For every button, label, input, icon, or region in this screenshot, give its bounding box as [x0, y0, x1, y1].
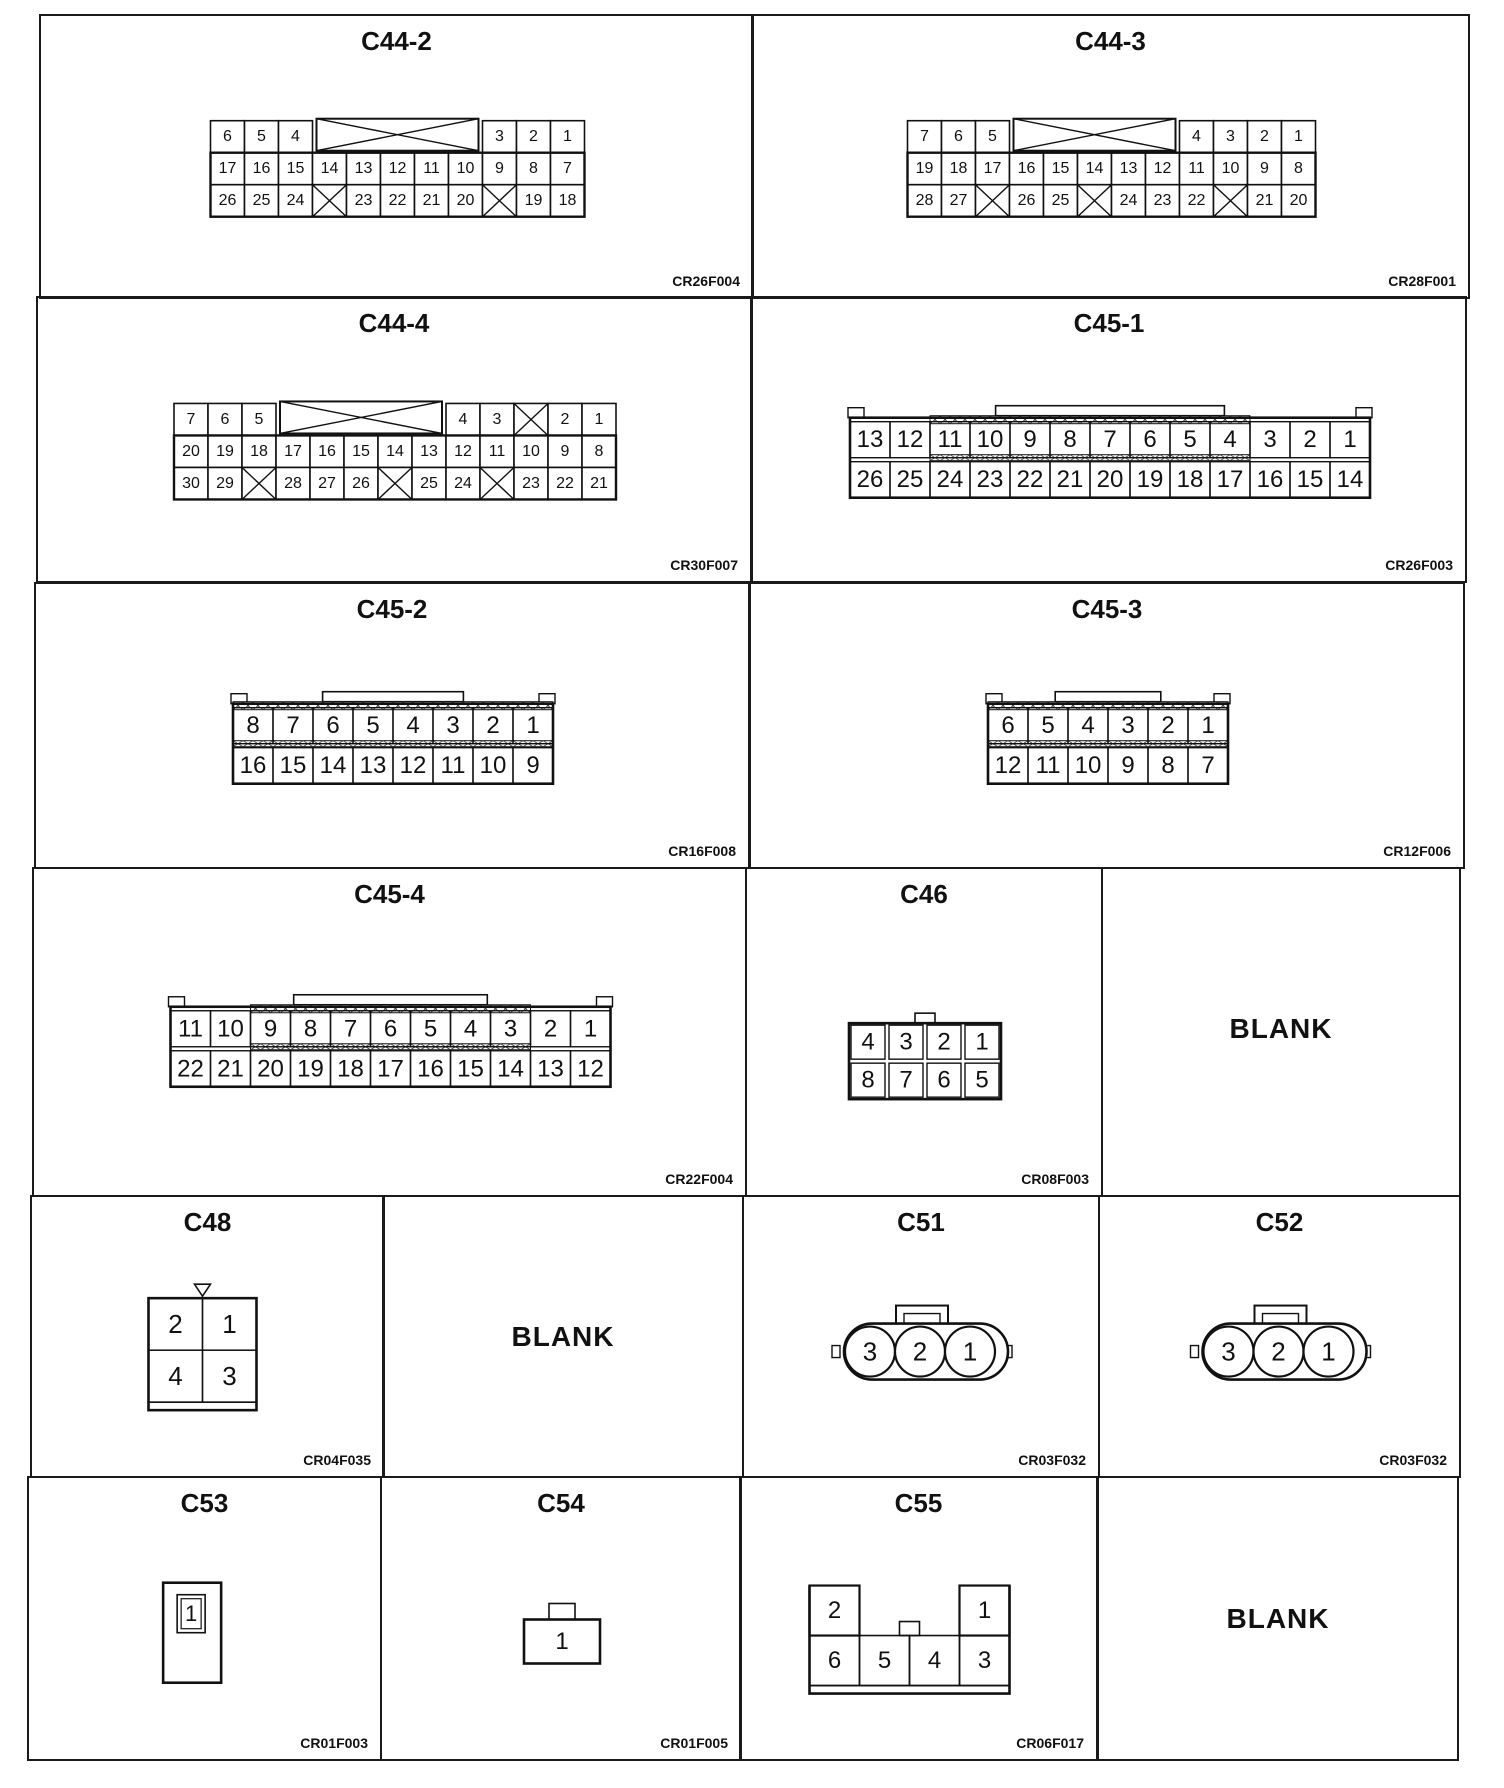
pin-number: 4 [861, 1028, 875, 1056]
pin-number: 10 [976, 426, 1004, 454]
pin-number: 10 [522, 442, 540, 460]
pin-number: 1 [1294, 128, 1303, 146]
pin-number: 14 [320, 160, 339, 178]
pin-number: 12 [1153, 160, 1172, 178]
connector-title: C44-3 [1075, 26, 1146, 56]
connector-face-view [753, 16, 1470, 299]
connector-title: C48 [183, 1207, 232, 1237]
pin-number: 8 [303, 1015, 318, 1043]
connector-title: C44-2 [361, 26, 432, 56]
pin-number: 20 [257, 1055, 284, 1083]
pin-number: 20 [1289, 192, 1308, 210]
connector-panel-c54 [380, 1476, 742, 1761]
pin-number: 18 [558, 192, 577, 210]
connector-face-view [38, 298, 752, 583]
pin-number: 10 [1074, 752, 1102, 780]
pin-number: 8 [246, 712, 260, 740]
pin-number: 3 [492, 410, 502, 428]
connector-face-view [34, 869, 747, 1197]
connector-face-view [744, 1197, 1100, 1478]
connector-face-view [753, 298, 1467, 583]
pin-number: 24 [286, 192, 305, 210]
pin-number: 14 [319, 752, 347, 780]
lock-tab [915, 1013, 935, 1023]
connector-panel-c45-1 [751, 296, 1467, 583]
connector-title: C44-4 [358, 308, 430, 338]
pin-number: 5 [877, 1647, 892, 1675]
pin-number: 21 [422, 192, 441, 210]
pin-number: 25 [252, 192, 271, 210]
pin-number: 6 [223, 128, 232, 146]
pin-number: 23 [354, 192, 373, 210]
pin-number: 22 [388, 192, 407, 210]
pin-number: 4 [1081, 712, 1095, 740]
blocked-cavity-icon [514, 403, 548, 435]
pin-number: 2 [543, 1015, 558, 1043]
connector-face-view [36, 584, 750, 869]
pin-number: 6 [326, 712, 340, 740]
pin-number: 3 [503, 1015, 518, 1043]
connector-face-view [29, 1478, 382, 1761]
guide-post [1356, 408, 1372, 418]
pin-number: 3 [1263, 426, 1277, 454]
pin-number: 6 [937, 1066, 951, 1094]
pin-number: 4 [458, 410, 468, 428]
figure-code: CR28F001 [1388, 273, 1456, 289]
pin-number: 19 [297, 1055, 324, 1083]
guide-post [848, 408, 864, 418]
pin-number: 22 [556, 474, 574, 492]
pin-number: 13 [856, 426, 884, 454]
pin-number: 7 [563, 160, 572, 178]
pin-number: 25 [420, 474, 438, 492]
guide-post [169, 997, 185, 1007]
pin-number: 6 [827, 1647, 842, 1675]
pin-number: 3 [446, 712, 460, 740]
pin-number: 3 [862, 1336, 878, 1367]
connector-panel-blank-2 [382, 1195, 744, 1478]
figure-code: CR08F003 [1021, 1171, 1089, 1187]
pin-number: 5 [366, 712, 380, 740]
blocked-cavity-icon [313, 185, 347, 217]
connector-face-view [747, 869, 1103, 1197]
connector-title: C51 [897, 1207, 945, 1237]
figure-code: CR04F035 [303, 1452, 371, 1468]
pin-number: 12 [896, 426, 924, 454]
pin-number: 17 [218, 160, 237, 178]
pin-number: 26 [352, 474, 370, 492]
pin-number: 2 [937, 1028, 951, 1056]
pin-number: 6 [954, 128, 963, 146]
blank-label: BLANK [511, 1321, 615, 1352]
pin-number: 5 [975, 1066, 989, 1094]
pin-number: 20 [456, 192, 475, 210]
connector-panel-c46 [745, 867, 1103, 1197]
pin-number: 26 [856, 466, 884, 494]
pin-number: 3 [1221, 1336, 1236, 1367]
pin-number: 12 [577, 1055, 604, 1083]
pin-number: 16 [417, 1055, 444, 1083]
figure-code: CR01F005 [660, 1735, 728, 1751]
key-marker-icon [194, 1284, 210, 1296]
pin-number: 5 [257, 128, 266, 146]
pin-number: 4 [927, 1647, 942, 1675]
pin-number: 7 [899, 1066, 913, 1094]
pin-number: 17 [1216, 466, 1244, 494]
connector-title: C45-1 [1073, 308, 1145, 338]
connector-panel-c51 [742, 1195, 1100, 1478]
blocked-cavity-icon [242, 467, 276, 499]
blocked-cavity-icon [483, 185, 517, 217]
pin-number: 9 [560, 442, 570, 460]
pin-number: 2 [1260, 128, 1269, 146]
pin-number: 3 [495, 128, 504, 146]
blocked-cavity-icon [1078, 185, 1112, 217]
pin-number: 7 [920, 128, 929, 146]
pin-number: 12 [399, 752, 427, 780]
pin-number: 7 [343, 1015, 358, 1043]
connector-title: C45-2 [356, 594, 428, 624]
pin-number: 4 [291, 128, 300, 146]
figure-code: CR12F006 [1383, 843, 1451, 859]
pin-number: 25 [896, 466, 924, 494]
figure-code: CR06F017 [1016, 1735, 1084, 1751]
lock-tab [294, 995, 488, 1005]
pin-number: 13 [359, 752, 387, 780]
pin-number: 3 [1226, 128, 1235, 146]
pin-number: 22 [1016, 466, 1044, 494]
pin-number: 15 [457, 1055, 484, 1083]
lock-tab [323, 692, 464, 702]
pin-number: 17 [983, 160, 1002, 178]
pin-number: 23 [976, 466, 1004, 494]
guide-post [597, 997, 613, 1007]
pin-number: 1 [1343, 426, 1357, 454]
pin-number: 9 [1023, 426, 1037, 454]
pin-number: 21 [1255, 192, 1274, 210]
connector-panel-c52 [1098, 1195, 1461, 1478]
pin-number: 17 [377, 1055, 404, 1083]
connector-face-view [1100, 1197, 1461, 1478]
connector-panel-c53 [27, 1476, 382, 1761]
pin-number: 16 [239, 752, 267, 780]
pin-number: 23 [522, 474, 540, 492]
connector-cover-icon [1014, 119, 1176, 151]
pin-number: 18 [1176, 466, 1204, 494]
pin-number: 2 [827, 1597, 842, 1625]
connector-panel-c45-2 [34, 582, 750, 869]
pin-number: 1 [977, 1597, 992, 1625]
connector-face-view [32, 1197, 385, 1478]
pin-number: 1 [1321, 1336, 1336, 1367]
figure-code: CR22F004 [665, 1171, 733, 1187]
connector-panel-c45-4 [32, 867, 747, 1197]
pin-number: 12 [994, 752, 1022, 780]
pin-number: 15 [279, 752, 307, 780]
pin-number: 4 [168, 1361, 183, 1392]
connector-face-view [741, 1478, 1098, 1761]
pin-number: 2 [529, 128, 538, 146]
blank-label: BLANK [1229, 1013, 1333, 1044]
connector-title: C46 [900, 879, 948, 909]
pin-number: 7 [1201, 752, 1215, 780]
connector-panel-c44-2 [39, 14, 754, 299]
blocked-cavity-icon [480, 467, 514, 499]
pin-number: 5 [1183, 426, 1197, 454]
pin-number: 8 [1161, 752, 1175, 780]
pin-number: 7 [1103, 426, 1117, 454]
connector-cover-icon [280, 401, 442, 433]
connector-face-view [41, 16, 754, 299]
pin-number: 10 [217, 1015, 244, 1043]
pin-number: 16 [318, 442, 336, 460]
connector-cover-icon [317, 119, 479, 151]
pin-number: 8 [1063, 426, 1077, 454]
pin-number: 15 [1051, 160, 1070, 178]
pin-number: 9 [1260, 160, 1269, 178]
pin-number: 5 [1041, 712, 1055, 740]
figure-code: CR30F007 [670, 557, 738, 573]
connector-panel-c48 [30, 1195, 385, 1478]
pin-number: 5 [423, 1015, 438, 1043]
pin-number: 11 [423, 160, 440, 178]
pin-number: 14 [1336, 466, 1364, 494]
connector-title: C45-4 [354, 879, 425, 909]
pin-number: 14 [386, 442, 404, 460]
pin-number: 1 [962, 1336, 978, 1367]
pin-number: 10 [1221, 160, 1240, 178]
pin-number: 5 [988, 128, 997, 146]
blocked-cavity-icon [1214, 185, 1248, 217]
pin-number: 13 [420, 442, 438, 460]
pin-number: 15 [1296, 466, 1324, 494]
connector-face-view [751, 584, 1465, 869]
pin-number: 9 [263, 1015, 278, 1043]
pin-number: 1 [222, 1309, 237, 1340]
pin-number: 11 [1035, 752, 1061, 780]
pin-number: 19 [216, 442, 234, 460]
pin-number: 2 [168, 1309, 183, 1340]
pin-number: 13 [354, 160, 373, 178]
pin-number: 1 [185, 1601, 198, 1627]
pin-number: 27 [318, 474, 336, 492]
pin-number: 10 [456, 160, 475, 178]
connector-face-view [382, 1478, 742, 1761]
pin-number: 3 [899, 1028, 913, 1056]
connector-panel-c55 [739, 1476, 1098, 1761]
figure-code: CR26F004 [672, 273, 740, 289]
pin-number: 10 [479, 752, 507, 780]
pin-number: 17 [284, 442, 302, 460]
pin-number: 24 [1119, 192, 1138, 210]
pin-number: 6 [383, 1015, 398, 1043]
pin-number: 4 [1192, 128, 1201, 146]
blank-label: BLANK [1226, 1603, 1330, 1634]
pin-number: 18 [250, 442, 268, 460]
connector-title: C45-3 [1071, 594, 1143, 624]
lock-tab [900, 1622, 920, 1636]
pin-number: 26 [1017, 192, 1036, 210]
connector-panel-blank-1 [1101, 867, 1461, 1197]
pin-number: 8 [1294, 160, 1303, 178]
figure-code: CR16F008 [668, 843, 736, 859]
pin-number: 12 [388, 160, 407, 178]
pin-number: 7 [286, 712, 300, 740]
pin-number: 11 [937, 426, 963, 454]
pin-number: 8 [861, 1066, 875, 1094]
pin-number: 18 [949, 160, 968, 178]
pin-number: 23 [1153, 192, 1172, 210]
pin-number: 11 [178, 1015, 203, 1043]
pin-number: 9 [526, 752, 540, 780]
pin-number: 21 [217, 1055, 244, 1083]
pin-number: 14 [497, 1055, 524, 1083]
pin-number: 19 [1136, 466, 1164, 494]
pin-number: 1 [555, 1628, 569, 1655]
pin-number: 30 [182, 474, 200, 492]
pin-number: 21 [590, 474, 608, 492]
pin-number: 11 [488, 442, 506, 460]
connector-panel-c44-4 [36, 296, 752, 583]
lock-tab [996, 406, 1225, 416]
pin-number: 5 [254, 410, 264, 428]
pin-number: 19 [524, 192, 543, 210]
pin-number: 15 [352, 442, 370, 460]
connector-panel-blank-3 [1097, 1476, 1459, 1761]
pin-number: 21 [1056, 466, 1084, 494]
pin-number: 1 [583, 1015, 598, 1043]
pin-number: 3 [1121, 712, 1135, 740]
connector-title: C54 [537, 1488, 585, 1518]
pin-number: 1 [563, 128, 572, 146]
pin-number: 20 [1096, 466, 1124, 494]
connector-panel-c45-3 [749, 582, 1465, 869]
pin-number: 2 [1303, 426, 1317, 454]
pin-number: 24 [936, 466, 964, 494]
pin-number: 4 [463, 1015, 478, 1043]
figure-code: CR03F032 [1018, 1452, 1086, 1468]
pin-number: 27 [949, 192, 968, 210]
pin-number: 19 [915, 160, 934, 178]
pin-number: 6 [1001, 712, 1015, 740]
pin-number: 7 [186, 410, 196, 428]
pin-number: 4 [406, 712, 420, 740]
pin-number: 14 [1085, 160, 1104, 178]
pin-number: 1 [594, 410, 604, 428]
figure-code: CR03F032 [1379, 1452, 1447, 1468]
pin-number: 8 [529, 160, 538, 178]
pin-number: 2 [486, 712, 500, 740]
pin-number: 13 [537, 1055, 564, 1083]
pin-number: 20 [182, 442, 200, 460]
pin-number: 11 [440, 752, 466, 780]
pin-number: 12 [454, 442, 472, 460]
pin-number: 2 [912, 1336, 928, 1367]
lock-tab [1055, 692, 1161, 702]
pin-number: 9 [495, 160, 504, 178]
connector-panel-c44-3 [751, 14, 1470, 299]
pin-number: 16 [252, 160, 271, 178]
pin-number: 11 [1188, 160, 1205, 178]
pin-number: 2 [560, 410, 570, 428]
connector-title: C53 [180, 1488, 229, 1518]
guide-post [832, 1346, 840, 1358]
pin-number: 22 [1187, 192, 1206, 210]
pin-number: 24 [454, 474, 472, 492]
pin-number: 1 [1201, 712, 1215, 740]
pin-number: 4 [1223, 426, 1237, 454]
pin-number: 16 [1017, 160, 1036, 178]
connector-title: C52 [1255, 1207, 1304, 1237]
pin-number: 6 [1143, 426, 1157, 454]
pin-number: 2 [1271, 1336, 1286, 1367]
pin-number: 6 [220, 410, 230, 428]
figure-code: CR26F003 [1385, 557, 1453, 573]
pin-number: 1 [526, 712, 540, 740]
connector-title: C55 [894, 1488, 943, 1518]
blocked-cavity-icon [378, 467, 412, 499]
pin-number: 1 [975, 1028, 989, 1056]
pin-number: 3 [222, 1361, 237, 1392]
pin-number: 16 [1256, 466, 1284, 494]
figure-code: CR01F003 [300, 1735, 368, 1751]
guide-post [1191, 1346, 1199, 1358]
pin-number: 28 [915, 192, 934, 210]
pin-number: 8 [594, 442, 604, 460]
pin-number: 25 [1051, 192, 1070, 210]
pin-number: 2 [1161, 712, 1175, 740]
pin-number: 13 [1119, 160, 1138, 178]
pin-number: 9 [1121, 752, 1135, 780]
blocked-cavity-icon [976, 185, 1010, 217]
pin-number: 3 [977, 1647, 992, 1675]
pin-number: 22 [177, 1055, 204, 1083]
pin-number: 28 [284, 474, 302, 492]
pin-number: 29 [216, 474, 234, 492]
lock-tab [549, 1604, 575, 1620]
pin-number: 18 [337, 1055, 364, 1083]
pin-number: 26 [218, 192, 237, 210]
pin-number: 15 [286, 160, 305, 178]
